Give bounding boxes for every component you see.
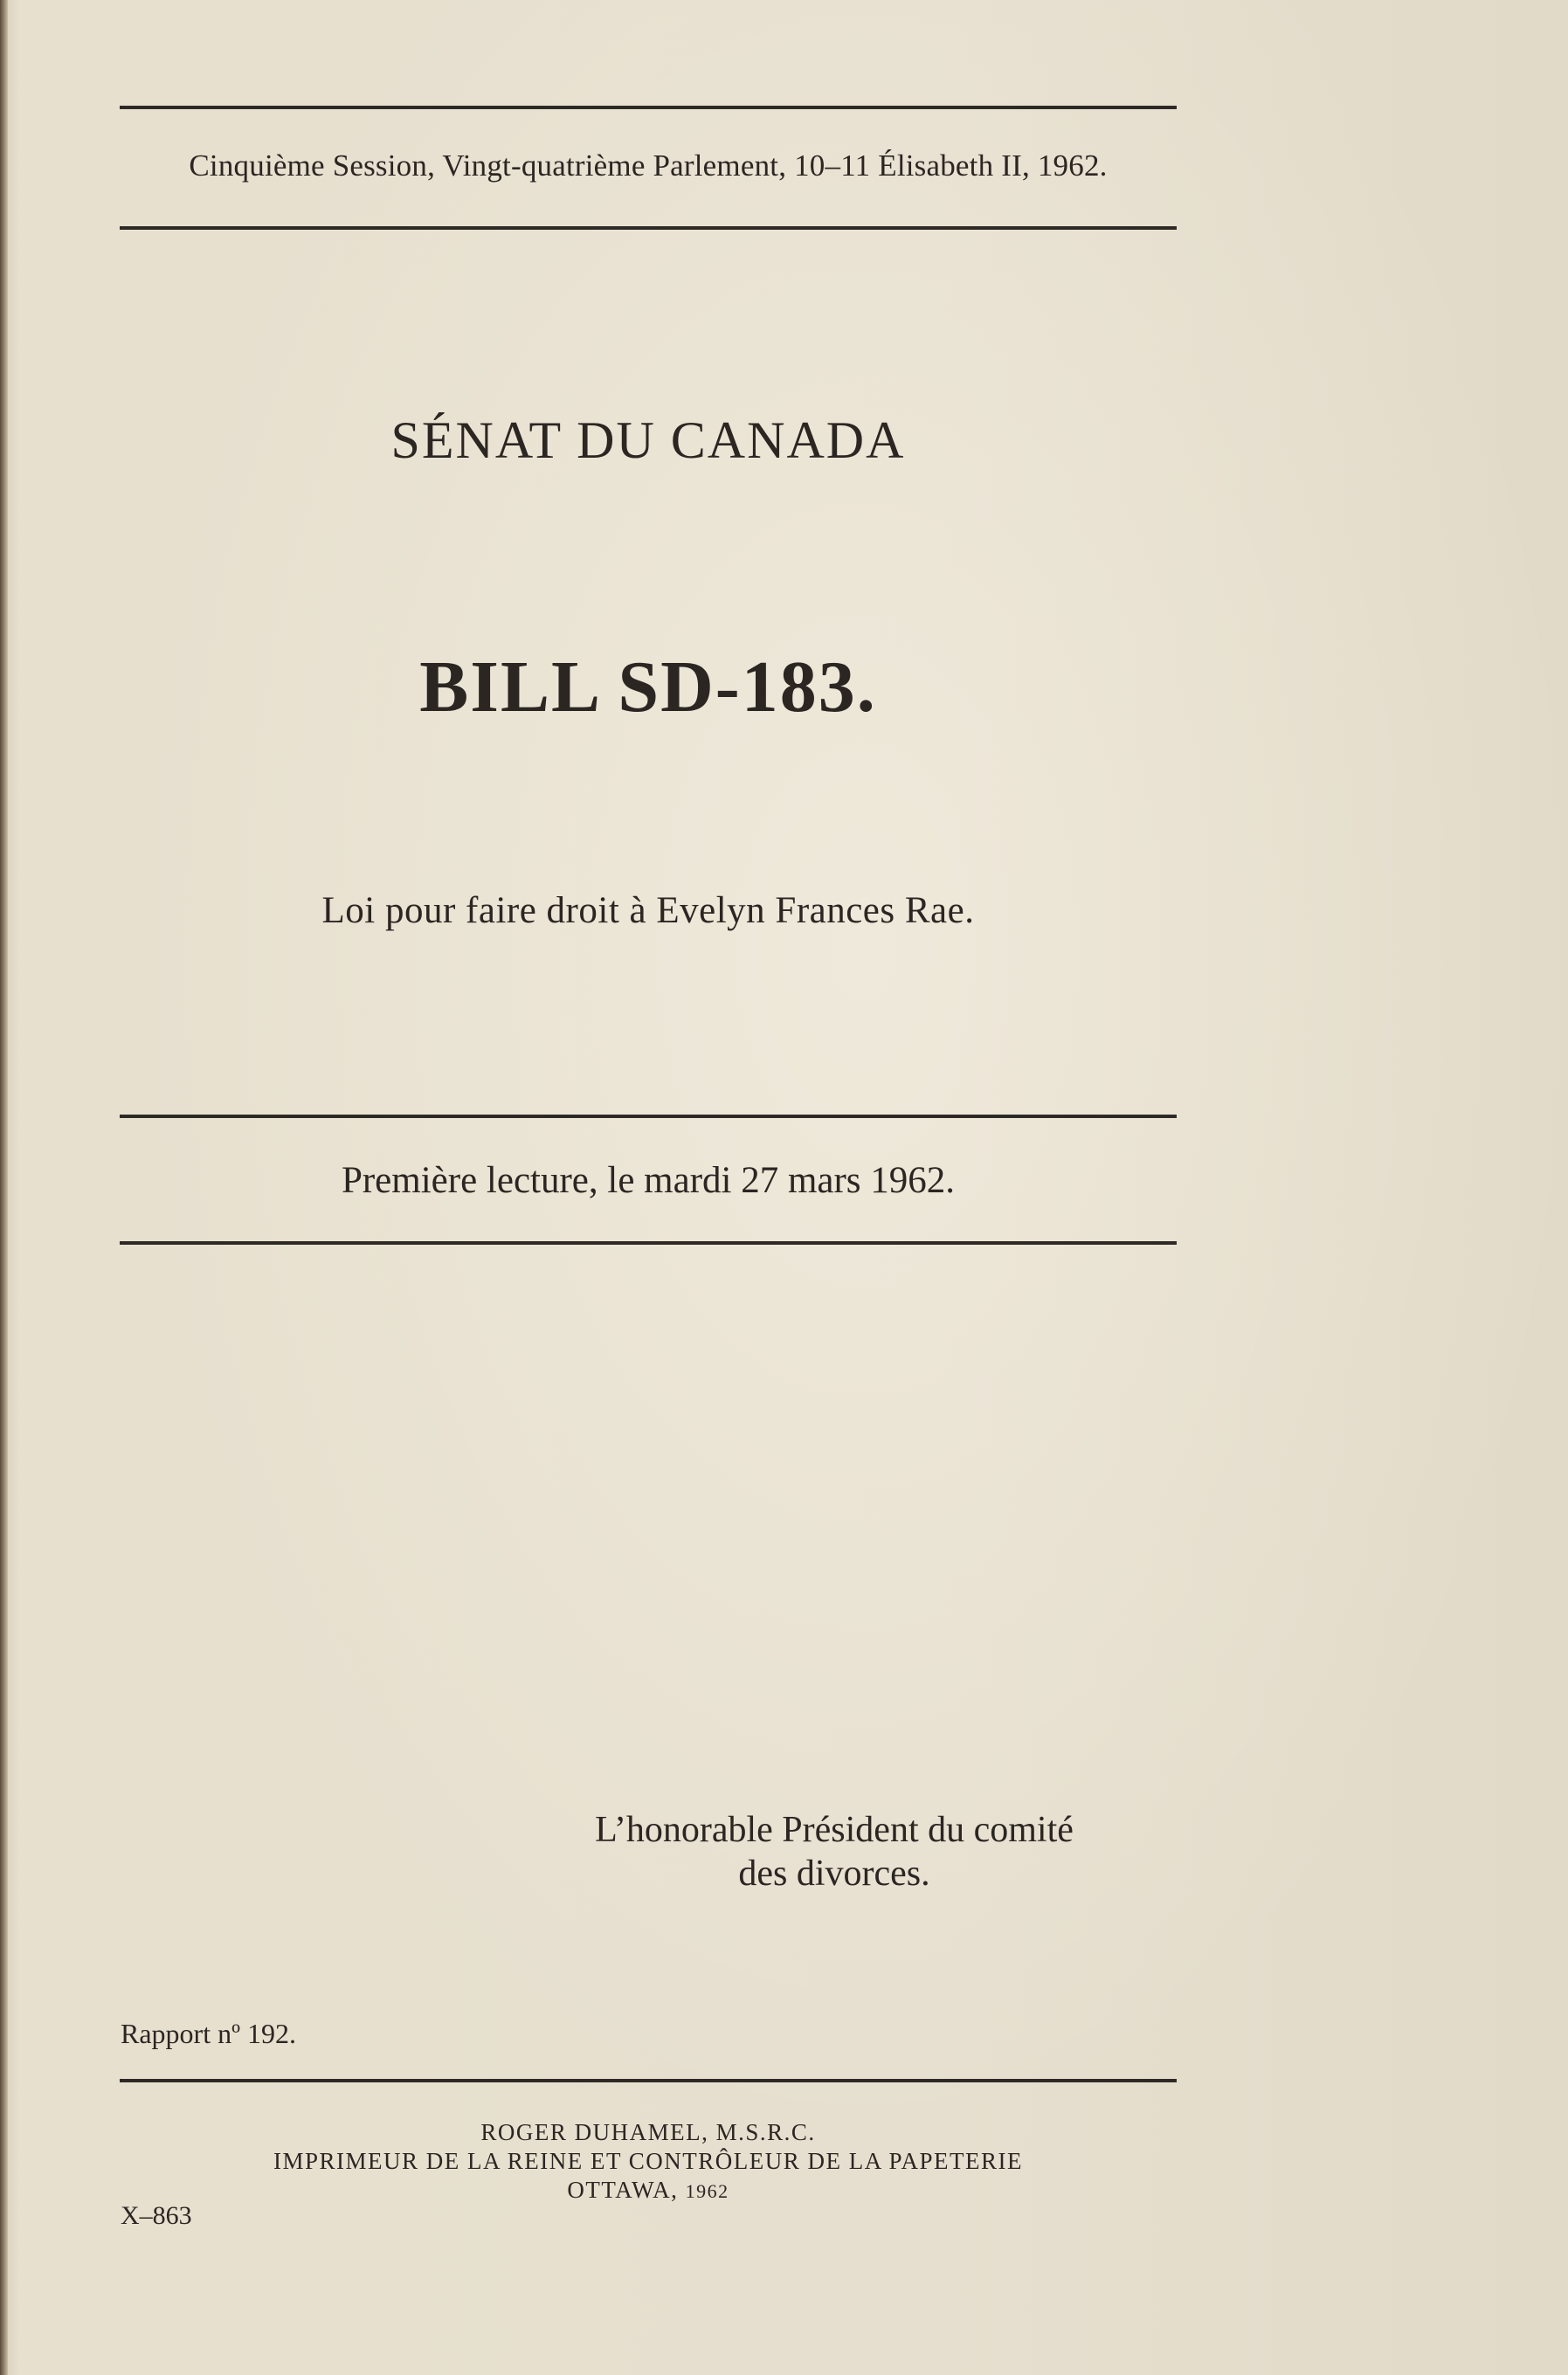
document-code: X–863	[121, 2201, 192, 2230]
bill-number: BILL SD-183.	[419, 646, 877, 728]
book-spine-edge	[0, 0, 8, 2375]
session-line: Cinquième Session, Vingt-quatrième Parlement, 10–11 Élisabeth II, 1962.	[189, 148, 1108, 183]
footer-rule	[120, 2079, 1177, 2082]
sponsor-block	[489, 1808, 1179, 1895]
printer-name: ROGER DUHAMEL, M.S.R.C.	[480, 2119, 816, 2145]
senate-heading: SÉNAT DU CANADA	[390, 411, 906, 469]
bill-short-title: Loi pour faire droit à Evelyn Frances Rae.	[321, 890, 975, 931]
printer-imprint	[120, 2118, 1177, 2206]
sponsor-line-2: des divorces.	[738, 1854, 930, 1894]
reading-top-rule	[120, 1115, 1177, 1118]
printer-year: 1962	[685, 2180, 729, 2202]
header-bottom-rule	[120, 226, 1177, 230]
reading-bottom-rule	[120, 1241, 1177, 1245]
printer-city: OTTAWA,	[567, 2177, 679, 2203]
top-rule	[120, 106, 1177, 109]
printer-title: IMPRIMEUR DE LA REINE ET CONTRÔLEUR DE LA PAPETERIE	[273, 2148, 1023, 2174]
sponsor-line-1: L’honorable Président du comité	[595, 1810, 1074, 1850]
report-number: Rapport nº 192.	[121, 2018, 297, 2049]
first-reading-date: Première lecture, le mardi 27 mars 1962.	[341, 1160, 956, 1201]
printer-location	[120, 2176, 1177, 2206]
